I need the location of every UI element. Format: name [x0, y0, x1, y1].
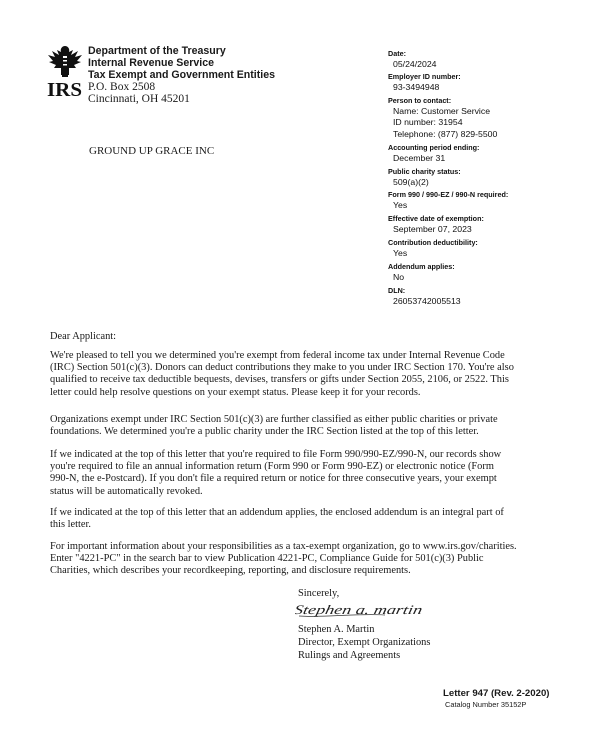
date-label: Date: [388, 49, 406, 58]
deductibility-value: Yes [393, 248, 408, 258]
paragraph-line: Enter "4221-PC" in the search bar to view Publication 4221-PC, Compliance Guide for 501(c)(3) Public [50, 553, 484, 565]
dln-label: DLN: [388, 286, 406, 295]
ein-label: Employer ID number: [388, 72, 461, 81]
irs-logo-text: IRS [47, 79, 82, 101]
paragraph-line: qualified to receive tax deductible bequests, devises, transfers or gifts under Section 2055, 2106, or 2522. This [50, 374, 509, 386]
paragraph-line: If we indicated at the top of this letter that you're required to file Form 990/990-EZ/990-N, our records show [50, 449, 502, 460]
paragraph-classification [50, 414, 560, 438]
agency-line-3: Tax Exempt and Government Entities [88, 69, 276, 81]
paragraph-line: foundations. We determined you're a public charity under the IRC Section listed at the top of this letter. [50, 426, 479, 438]
contact-name: Name: Customer Service [393, 106, 491, 116]
dln-value: 26053742005513 [393, 296, 461, 306]
effective-date-label: Effective date of exemption: [388, 214, 484, 223]
charity-status-value: 509(a)(2) [393, 177, 429, 187]
date-value: 05/24/2024 [393, 59, 437, 69]
salutation: Dear Applicant: [50, 331, 117, 342]
contact-phone: Telephone: (877) 829-5500 [393, 129, 498, 139]
paragraph-line: We're pleased to tell you we determined you're exempt from federal income tax under Internal Revenue Code [50, 350, 505, 361]
paragraph-resources [50, 541, 560, 578]
addendum-value: No [393, 272, 405, 282]
agency-line-1: Department of the Treasury [88, 45, 226, 57]
paragraph-line: (IRC) Section 501(c)(3). Donors can deduct contributions they make to you under IRC Section 170. You're also [50, 362, 514, 374]
recipient-name: GROUND UP GRACE INC [89, 145, 215, 157]
period-label: Accounting period ending: [388, 143, 480, 152]
ein-value: 93-3494948 [393, 82, 440, 92]
paragraph-line: this letter. [50, 519, 91, 531]
catalog-number: Catalog Number 35152P [445, 700, 527, 709]
address-line-2: Cincinnati, OH 45201 [88, 93, 190, 105]
addendum-label: Addendum applies: [388, 262, 455, 271]
paragraph-line: Charities, which describes your recordkeeping, reporting, and disclosure requirements. [50, 565, 411, 577]
paragraph-line: letter could help resolve questions on your exempt status. Please keep it for your records. [50, 386, 421, 398]
deductibility-label: Contribution deductibility: [388, 238, 478, 247]
address-line-1: P.O. Box 2508 [88, 81, 156, 93]
paragraph-line: status will be automatically revoked. [50, 485, 203, 497]
sincerely: Sincerely, [298, 588, 340, 599]
signer-title-2: Rulings and Agreements [298, 650, 401, 661]
signature-script: Stephen a. martin [295, 602, 388, 617]
paragraph-line: 990-N, the e-Postcard). If you don't file a required return or notice for three consecutive years, your exempt [50, 473, 497, 485]
paragraph-line: For important information about your responsibilities as a tax-exempt organization, go to www.irs.gov/charities. [50, 541, 517, 552]
handwritten-signature [295, 597, 435, 621]
form-required-label: Form 990 / 990-EZ / 990-N required: [388, 190, 509, 199]
paragraph-line: If we indicated at the top of this letter that an addendum applies, the enclosed addendum is an integral part of [50, 507, 504, 518]
paragraph-addendum [50, 507, 560, 531]
agency-line-2: Internal Revenue Service [88, 57, 215, 69]
irs-eagle-icon [47, 44, 83, 102]
paragraph-line: Organizations exempt under IRC Section 501(c)(3) are further classified as either public charities or private [50, 414, 498, 425]
contact-id: ID number: 31954 [393, 117, 463, 127]
effective-date-value: September 07, 2023 [393, 224, 472, 234]
paragraph-line: you're required to file an annual information return (Form 990 or Form 990-EZ) or electronic notice (Form [50, 461, 494, 473]
agency-block [88, 45, 275, 105]
contact-label: Person to contact: [388, 96, 452, 105]
letter-id: Letter 947 (Rev. 2-2020) [443, 688, 550, 699]
signer-name: Stephen A. Martin [298, 624, 375, 635]
paragraph-filing [50, 449, 560, 498]
paragraph-exemption [50, 350, 560, 399]
period-value: December 31 [393, 153, 446, 163]
form-required-value: Yes [393, 200, 408, 210]
charity-status-label: Public charity status: [388, 167, 461, 176]
signer-title-1: Director, Exempt Organizations [298, 637, 431, 648]
